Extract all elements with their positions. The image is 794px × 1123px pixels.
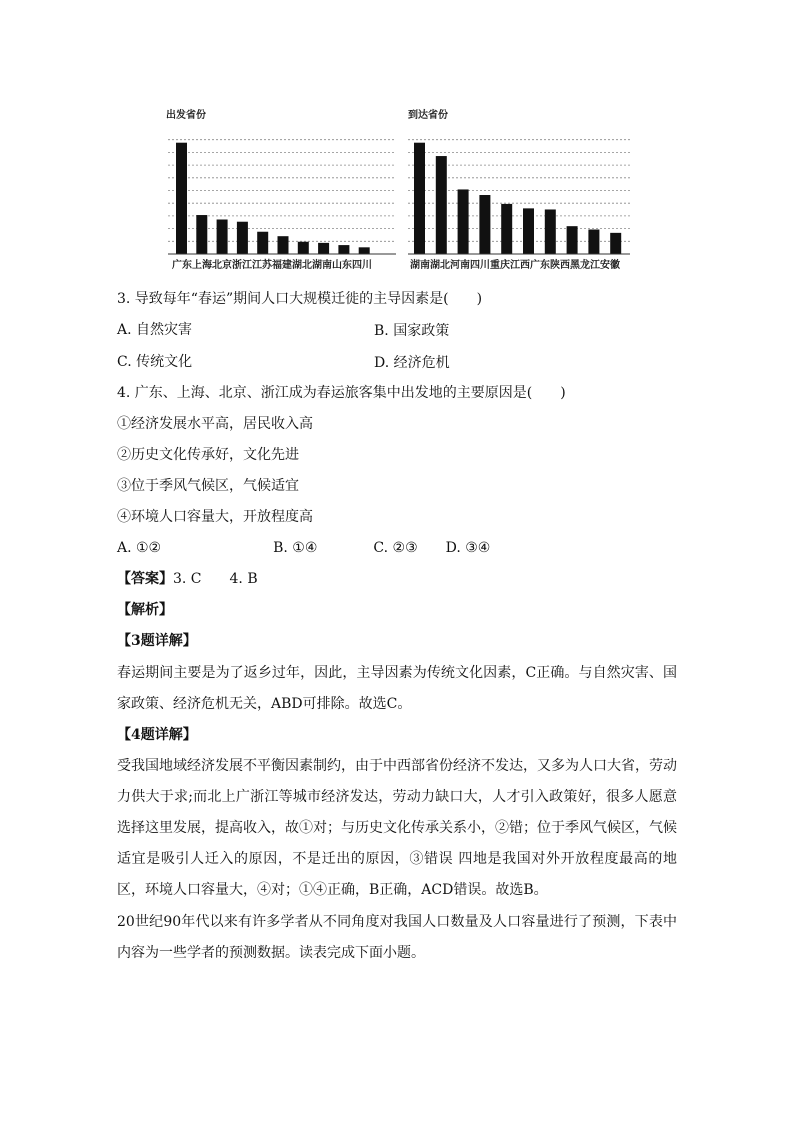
q3-stem: 3. 导致每年“春运”期间人口大规模迁徙的主导因素是( ): [117, 291, 483, 307]
q4-detail-text: 受我国地域经济发展不平衡因素制约，由于中西部省份经济不发达，又多为人口大省，劳动力供大于求;而北上广浙江等城市经济发达，劳动力缺口大，人才引入政策好，很多人愿意选择这里发展，提高收入，故①对；与历史文化传承关系小，②错；位于季风气候区，气候适宜是吸引人迁入的原因，不是迁出的原因，③错误 四地是我国对外开放程度最高的地区，环境人口容量大，④对；①④正确，B正确，ACD错误。故选B。: [117, 758, 677, 898]
q4-item-3: ③位于季风气候区，气候适宜: [117, 478, 299, 494]
departure-bar-北京: [217, 219, 228, 254]
answer-line: [117, 569, 258, 589]
departure-chart-title: 出发省份: [166, 110, 206, 121]
departure-bar-广东: [176, 143, 187, 254]
arrival-bar-河南: [458, 189, 469, 254]
q4-stem: 4. 广东、上海、北京、浙江成为春运旅客集中出发地的主要原因是( ): [117, 385, 566, 401]
departure-category-labels: 广东上海北京浙江江苏福建湖北湖南山东四川: [172, 260, 372, 271]
arrival-bar-广东: [545, 209, 556, 254]
chart-svg: [158, 104, 634, 276]
departure-bar-江苏: [257, 232, 268, 254]
arrival-bar-四川: [479, 195, 490, 254]
q3-option-c: C. 传统文化: [117, 354, 193, 370]
answer-label: 【答案】: [117, 571, 173, 587]
departure-bar-福建: [278, 236, 289, 254]
q3-option-b: B. 国家政策: [374, 323, 450, 339]
q3-option-a: A. 自然灾害: [117, 322, 193, 338]
arrival-bar-湖南: [414, 143, 425, 254]
departure-bar-浙江: [237, 222, 248, 254]
q4-item-4: ④环境人口容量大，开放程度高: [117, 509, 313, 525]
q4-item-1: ①经济发展水平高，居民收入高: [117, 416, 313, 432]
arrival-bar-陕西: [567, 226, 578, 254]
arrival-chart: [408, 108, 630, 271]
arrival-bar-湖北: [436, 156, 447, 254]
departure-bar-四川: [359, 247, 370, 254]
q3-option-d: D. 经济危机: [374, 355, 450, 371]
analysis-label: 【解析】: [117, 602, 173, 618]
q4-detail-label: 【4题详解】: [117, 727, 197, 743]
q3-detail-label: 【3题详解】: [117, 633, 197, 649]
q4-item-2: ②历史文化传承好，文化先进: [117, 447, 299, 463]
departure-chart: [166, 108, 396, 271]
departure-bar-湖北: [298, 242, 309, 254]
arrival-bar-江西: [523, 208, 534, 254]
q4-options: A. ①② B. ①④ C. ②③ D. ③④: [117, 540, 491, 556]
intro-paragraph: 20世纪90年代以来有许多学者从不同角度对我国人口数量及人口容量进行了预测，下表中内容为一些学者的预测数据。读表完成下面小题。: [117, 914, 677, 961]
arrival-bar-重庆: [501, 204, 512, 254]
departure-bar-山东: [338, 245, 349, 254]
departure-bar-上海: [196, 215, 207, 254]
departure-bar-湖南: [318, 243, 329, 254]
arrival-bar-黑龙江: [588, 230, 599, 254]
migration-bar-charts: [158, 104, 634, 276]
arrival-chart-title: 到达省份: [408, 110, 448, 121]
answer-text: 3. C 4. B: [173, 571, 258, 587]
arrival-category-labels: 湖南湖北河南四川重庆江西广东陕西黑龙江安徽: [410, 260, 620, 271]
arrival-bar-安徽: [610, 233, 621, 254]
q3-detail-text: 春运期间主要是为了返乡过年，因此，主导因素为传统文化因素，C正确。与自然灾害、国家政策、经济危机无关，ABD可排除。故选C。: [117, 665, 677, 712]
